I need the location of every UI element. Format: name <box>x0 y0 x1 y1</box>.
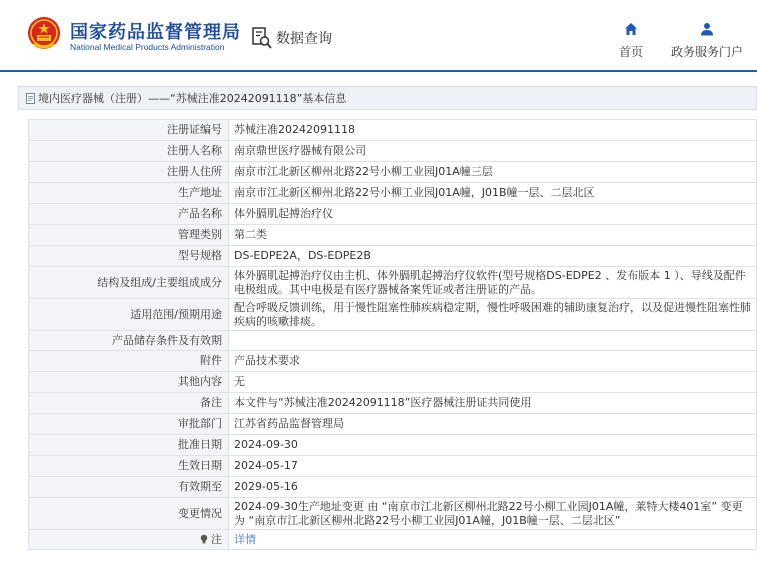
nav-home[interactable] <box>614 22 648 60</box>
row-label: 型号规格 <box>29 246 229 267</box>
nav-gov-label: 政务服务门户 <box>670 45 743 59</box>
row-label: 变更情况 <box>29 498 229 530</box>
table-row <box>29 267 757 299</box>
row-value: 体外膈肌起搏治疗仪由主机、体外膈肌起搏治疗仪软件(型号规格DS-EDPE2 、发布版本 1 ）、导线及配件电极组成。其中电极是有医疗器械备案凭证或者注册证的产品。 <box>229 267 757 299</box>
table-row <box>29 120 757 141</box>
row-label: 审批部门 <box>29 414 229 435</box>
row-value: 南京市江北新区柳州北路22号小柳工业园J01A幢三层 <box>229 162 757 183</box>
row-value: 2024-09-30生产地址变更 由 “南京市江北新区柳州北路22号小柳工业园J01A幢，莱特大楼401室” 变更为 “南京市江北新区柳州北路22号小柳工业园J01A幢，J01B幢一层、二层北区” <box>229 498 757 530</box>
row-value: 苏械注准20242091118 <box>229 120 757 141</box>
nav-home-label: 首页 <box>618 45 643 59</box>
row-label: 附件 <box>29 351 229 372</box>
row-value: 江苏省药品监督管理局 <box>229 414 757 435</box>
table-row <box>29 477 757 498</box>
nav-gov-service-portal[interactable] <box>668 22 746 60</box>
table-row <box>29 456 757 477</box>
row-value: 本文件与“苏械注准20242091118”医疗器械注册证共同使用 <box>229 393 757 414</box>
data-query-label: 数据查询 <box>276 31 332 47</box>
lightbulb-icon <box>199 534 209 544</box>
home-icon <box>624 22 638 36</box>
table-row-note <box>29 530 757 550</box>
table-row <box>29 183 757 204</box>
table-row <box>29 141 757 162</box>
row-label: 注册人名称 <box>29 141 229 162</box>
row-value: 无 <box>229 372 757 393</box>
row-value: 体外膈肌起搏治疗仪 <box>229 204 757 225</box>
document-search-icon <box>252 27 272 49</box>
row-label: 产品储存条件及有效期 <box>29 331 229 351</box>
row-label: 其他内容 <box>29 372 229 393</box>
row-label: 生产地址 <box>29 183 229 204</box>
breadcrumb <box>18 86 757 110</box>
row-label: 结构及组成/主要组成成分 <box>29 267 229 299</box>
row-value: 南京鼎世医疗器械有限公司 <box>229 141 757 162</box>
row-value: 2024-09-30 <box>229 435 757 456</box>
table-row <box>29 204 757 225</box>
national-emblem-icon <box>27 16 61 52</box>
row-value: 第二类 <box>229 225 757 246</box>
registration-info-table <box>28 119 757 550</box>
row-value: DS-EDPE2A，DS-EDPE2B <box>229 246 757 267</box>
table-row <box>29 225 757 246</box>
table-row <box>29 162 757 183</box>
row-value: 配合呼吸反馈训练，用于慢性阻塞性肺疾病稳定期，慢性呼吸困难的辅助康复治疗，以及促进慢性阻塞性肺疾病的咳嗽排痰。 <box>229 299 757 331</box>
table-row <box>29 498 757 530</box>
row-value: 2029-05-16 <box>229 477 757 498</box>
table-row <box>29 435 757 456</box>
row-value <box>229 331 757 351</box>
table-row <box>29 414 757 435</box>
breadcrumb-text: 境内医疗器械（注册）——“苏械注准20242091118”基本信息 <box>38 92 347 105</box>
row-value: 南京市江北新区柳州北路22号小柳工业园J01A幢，J01B幢一层、二层北区 <box>229 183 757 204</box>
user-icon <box>700 22 714 36</box>
table-row <box>29 331 757 351</box>
row-label: 生效日期 <box>29 456 229 477</box>
row-label: 注册证编号 <box>29 120 229 141</box>
row-label: 产品名称 <box>29 204 229 225</box>
row-label: 管理类别 <box>29 225 229 246</box>
row-value: 产品技术要求 <box>229 351 757 372</box>
note-label: 注 <box>211 532 222 546</box>
row-label: 备注 <box>29 393 229 414</box>
table-row <box>29 393 757 414</box>
site-subtitle: National Medical Products Administration <box>70 42 225 52</box>
data-query-heading <box>252 26 332 50</box>
row-label: 注册人住所 <box>29 162 229 183</box>
note-value-cell <box>229 530 757 550</box>
detail-link[interactable]: 详情 <box>234 532 256 546</box>
document-icon <box>25 93 36 104</box>
note-label-cell <box>29 530 229 550</box>
table-row <box>29 299 757 331</box>
row-label: 适用范围/预期用途 <box>29 299 229 331</box>
row-label: 有效期至 <box>29 477 229 498</box>
site-header <box>0 0 757 72</box>
site-title: 国家药品监督管理局 <box>70 22 241 43</box>
table-row <box>29 372 757 393</box>
row-value: 2024-05-17 <box>229 456 757 477</box>
table-row <box>29 246 757 267</box>
row-label: 批准日期 <box>29 435 229 456</box>
table-row <box>29 351 757 372</box>
